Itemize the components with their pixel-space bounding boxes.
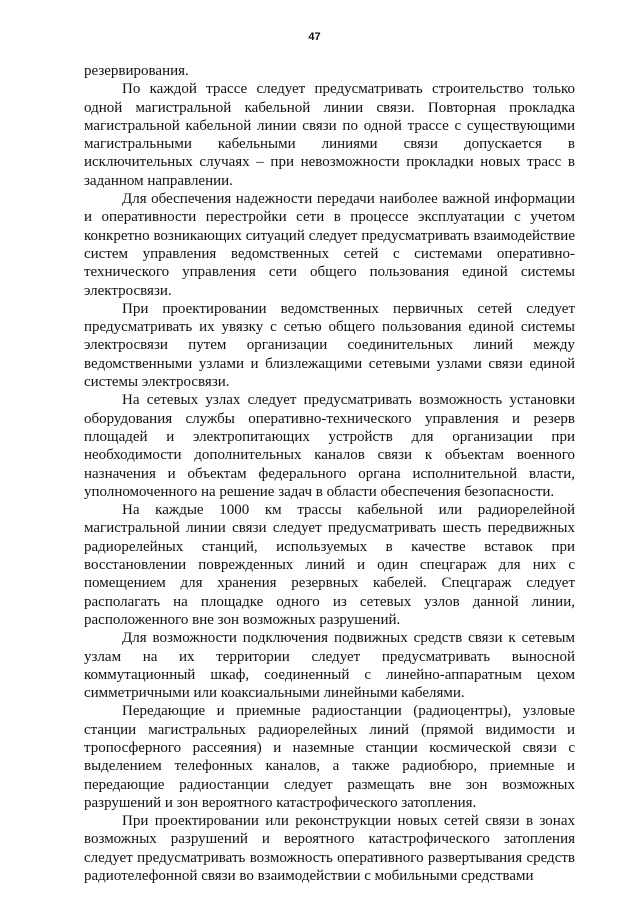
paragraph-reconstruction: При проектировании или реконструкции новых сетей связи в зонах возможных разрушений и вероятного катастрофического затопления следует предусматривать возможность оперативного развертывания средств радиотелефонной связи во взаимодействии с мобильными средствами <box>84 813 575 885</box>
paragraph-management-systems: Для обеспечения надежности передачи наиболее важной информации и оперативности перестройки сети в процессе эксплуатации с учетом конкретно возникающих ситуаций следует предусматривать взаимодействие систем управления ведомственных сетей с системами оперативно-технического управления сети общего пользования единой системы электросвязи. <box>84 191 575 299</box>
paragraph-mobile-connection: Для возможности подключения подвижных средств связи к сетевым узлам на их территории следует предусматривать выносной коммутационный шкаф, соединенный с линейно-аппаратным цехом симметричными или коаксиальными линейными кабелями. <box>84 630 575 702</box>
body-text <box>84 62 575 885</box>
paragraph-network-nodes: На сетевых узлах следует предусматривать возможность установки оборудования службы оперативно-технического управления и резерв площадей и электропитающих устройств для организации при необходимости дополнительных каналов связи к объектам военного назначения и объектам федерального органа исполнительной власти, уполномоченного на решение задач в области обеспечения безопасности. <box>84 392 575 500</box>
paragraph-radio-stations-placement: Передающие и приемные радиостанции (радиоцентры), узловые станции магистральных радиорелейных линий (прямой видимости и тропосферного рассеяния) и наземные станции космической связи с выделением телефонных каналов, а также радиобюро, приемные и передающие радиостанции следует размещать вне зон возможных разрушений и зон вероятного катастрофического затопления. <box>84 703 575 811</box>
paragraph-continuation: резервирования. <box>84 63 189 79</box>
paragraph-single-cable-line: По каждой трассе следует предусматривать строительство только одной магистральной кабельной линии связи. Повторная прокладка магистральной кабельной линии связи по одной трассе с существующими магистральными кабельными линиями связи допускается в исключительных случаях – при невозможности прокладки новых трасс в заданном направлении. <box>84 81 575 189</box>
paragraph-radio-relay-stations: На каждые 1000 км трассы кабельной или радиорелейной магистральной линии связи следует предусматривать шесть передвижных радиорелейных станций, используемых в качестве вставок при восстановлении поврежденных линий и один спецгараж для них с помещением для хранения резервных кабелей. Спецгараж следует располагать на площадке одного из сетевых узлов данной линии, расположенного вне зон возможных разрушений. <box>84 502 575 628</box>
page-number: 47 <box>308 31 321 43</box>
paragraph-departmental-networks: При проектировании ведомственных первичных сетей следует предусматривать их увязку с сетью общего пользования единой системы электросвязи путем организации соединительных линий между ведомственными узлами и близлежащими сетевыми узлами связи единой системы электросвязи. <box>84 300 575 391</box>
